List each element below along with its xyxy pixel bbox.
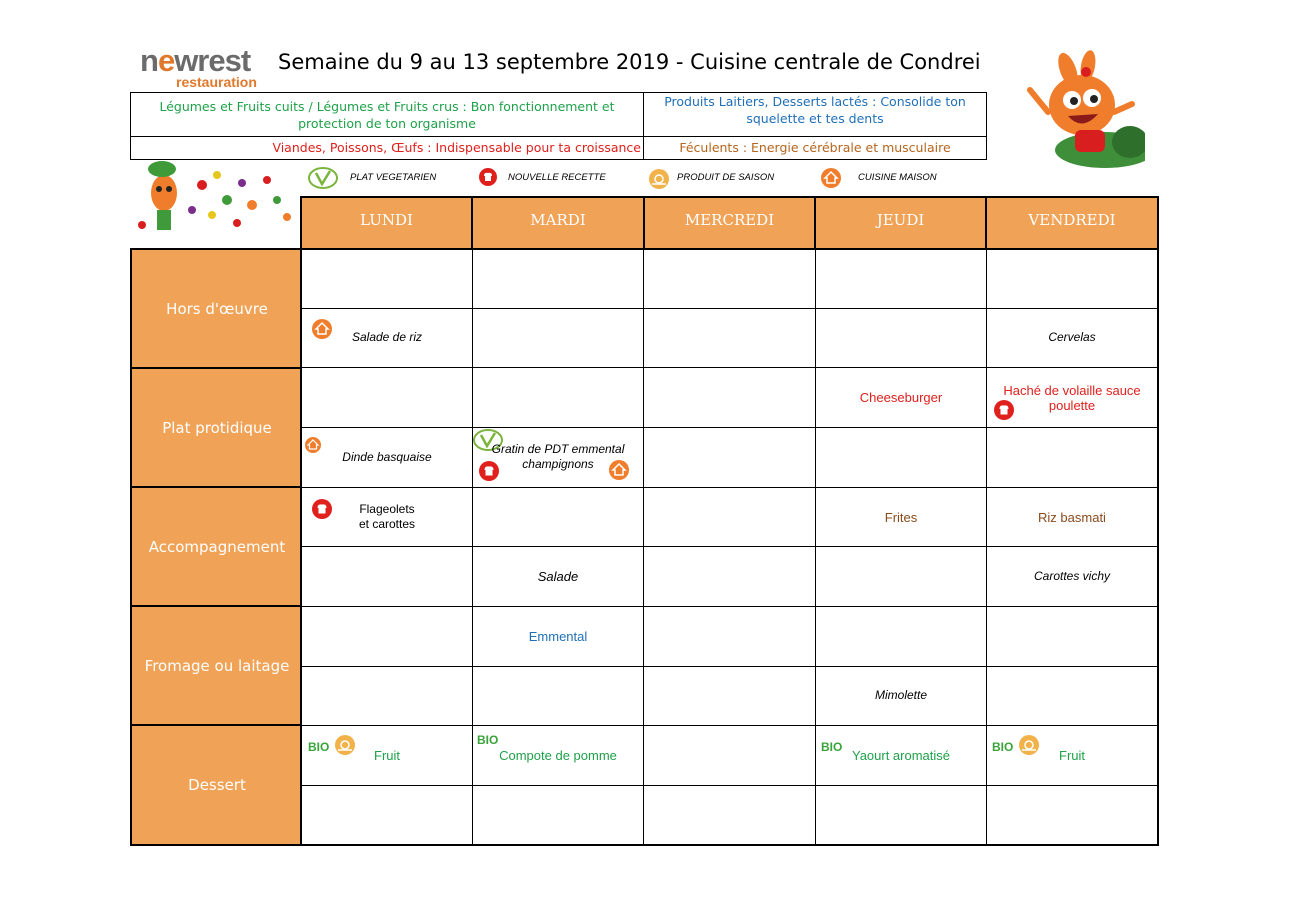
- grid-row-line: [302, 487, 1157, 488]
- category-dessert: Dessert: [130, 724, 302, 846]
- menu-mardi-plat: Gratin de PDT emmental champignons: [491, 442, 625, 471]
- day-header-vendredi: VENDREDI: [987, 198, 1157, 248]
- menu-mardi-acc: Salade: [537, 569, 579, 584]
- fruits-illustration: [132, 155, 300, 240]
- grid-row-line: [302, 725, 1157, 726]
- legend-dairy: Produits Laitiers, Desserts lactés : Consolide ton squelette et tes dents: [643, 92, 987, 137]
- menu-mardi-dessert: Compote de pomme: [499, 748, 617, 763]
- grid-row-line: [302, 785, 1157, 786]
- header-divider: [643, 198, 645, 248]
- category-hors-doeuvre: Hors d'œuvre: [130, 248, 302, 369]
- category-accompagnement: Accompagnement: [130, 486, 302, 607]
- page-title: Semaine du 9 au 13 septembre 2019 - Cuisine centrale de Condrei: [278, 50, 981, 74]
- bio-badge: BIO: [992, 740, 1014, 754]
- legend-new-recipe-label: NOUVELLE RECETTE: [508, 172, 606, 183]
- menu-vendredi-dessert: Fruit: [1059, 748, 1085, 763]
- logo-main-text: newrest: [140, 43, 251, 78]
- legend-protein: Viandes, Poissons, Œufs : Indispensable pour ta croissance: [130, 136, 644, 160]
- newrest-logo: [140, 44, 255, 90]
- menu-lundi-plat: Dinde basquaise: [342, 450, 432, 464]
- menu-jeudi-acc: Frites: [884, 510, 918, 525]
- header-divider: [814, 198, 816, 248]
- menu-jeudi-dessert: Yaourt aromatisé: [851, 748, 951, 763]
- menu-jeudi-plat: Cheeseburger: [859, 390, 943, 405]
- menu-mardi-fromage: Emmental: [528, 629, 588, 644]
- menu-lundi-hors: Salade de riz: [351, 330, 423, 344]
- category-fromage: Fromage ou laitage: [130, 605, 302, 726]
- legend-seasonal-label: PRODUIT DE SAISON: [677, 172, 775, 183]
- seasonal-icon: [648, 168, 670, 190]
- menu-vendredi-acc1: Riz basmati: [1038, 510, 1106, 525]
- menu-lundi-acc: Flageolets et carottes: [358, 502, 416, 531]
- grid-row-line: [302, 666, 1157, 667]
- grid-row-line: [302, 546, 1157, 547]
- menu-lundi-dessert: Fruit: [374, 748, 400, 763]
- category-plat-protidique: Plat protidique: [130, 367, 302, 488]
- menu-vendredi-hors: Cervelas: [1048, 330, 1096, 344]
- vegetarian-icon: [307, 166, 339, 190]
- menu-vendredi-plat: Haché de volaille sauce poulette: [1003, 383, 1141, 413]
- grid-row-line: [302, 427, 1157, 428]
- homemade-icon: [820, 167, 842, 189]
- header-divider: [471, 198, 473, 248]
- bio-badge: BIO: [821, 740, 843, 754]
- new-recipe-icon: [478, 167, 498, 187]
- grid-row-line: [302, 367, 1157, 368]
- bio-badge: BIO: [308, 740, 330, 754]
- header-divider: [985, 198, 987, 248]
- legend-starch: Féculents : Energie cérébrale et musculaire: [643, 136, 987, 160]
- logo-sub-text: restauration: [176, 74, 257, 90]
- grid-row-line: [302, 308, 1157, 309]
- mascot-illustration: [1020, 50, 1145, 175]
- legend-vegetables: Légumes et Fruits cuits / Légumes et Fruits crus : Bon fonctionnement et protection de ton organisme: [130, 92, 644, 137]
- day-header-jeudi: JEUDI: [816, 198, 985, 248]
- legend-homemade-label: CUISINE MAISON: [858, 172, 937, 183]
- day-header-mardi: MARDI: [473, 198, 643, 248]
- menu-vendredi-acc2: Carottes vichy: [1033, 569, 1111, 583]
- bio-badge: BIO: [477, 733, 499, 747]
- grid-row-line: [302, 606, 1157, 607]
- menu-jeudi-fromage: Mimolette: [874, 688, 927, 702]
- legend-vegetarian-label: PLAT VEGETARIEN: [350, 172, 437, 183]
- day-header-lundi: LUNDI: [302, 198, 471, 248]
- day-header-mercredi: MERCREDI: [645, 198, 814, 248]
